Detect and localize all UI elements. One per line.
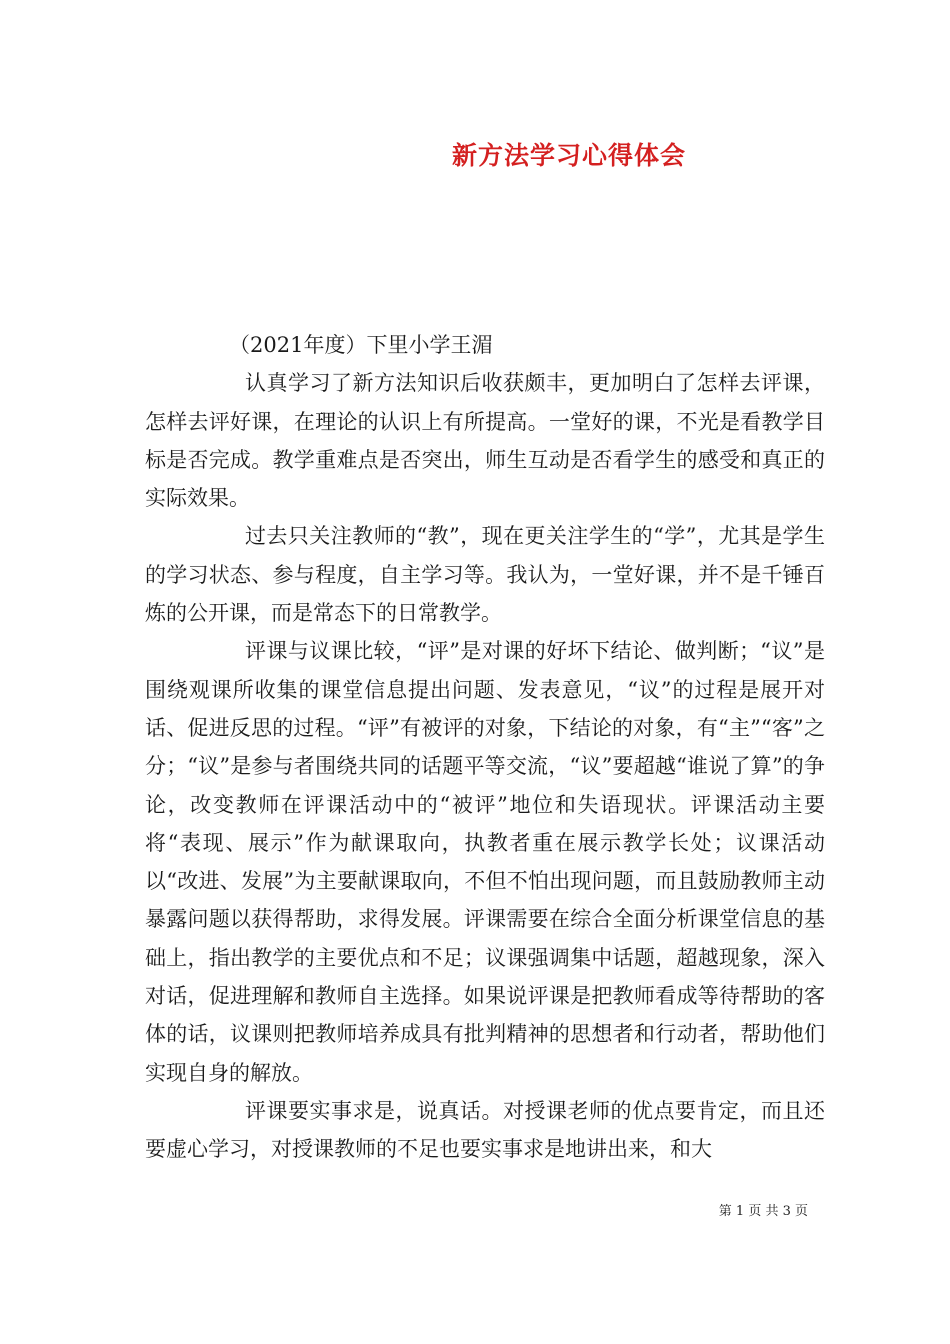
- document-body: [145, 326, 825, 1169]
- document-title: 新方法学习心得体会: [451, 141, 686, 170]
- paragraph-1: 认真学习了新方法知识后收获颇丰，更加明白了怎样去评课，怎样去评好课，在理论的认识上有所提高。一堂好的课，不光是看教学目标是否完成。教学重难点是否突出，师生互动是否看学生的感受和真正的实际效果。: [145, 371, 825, 511]
- paragraph-2: 过去只关注教师的“教”，现在更关注学生的“学”，尤其是学生的学习状态、参与程度，自主学习等。我认为，一堂好课，并不是千锤百炼的公开课，而是常态下的日常教学。: [145, 524, 825, 626]
- paragraph-3: 评课与议课比较，“评”是对课的好坏下结论、做判断；“议”是围绕观课所收集的课堂信息提出问题、发表意见，“议”的过程是展开对话、促进反思的过程。“评”有被评的对象，下结论的对象，有“主”“客”之分；“议”是参与者围绕共同的话题平等交流，“议”要超越“谁说了算”的争论，改变教师在评课活动中的“被评”地位和失语现状。评课活动主要将“表现、展示”作为献课取向，执教者重在展示教学长处；议课活动以“改进、发展”为主要献课取向，不但不怕出现问题，而且鼓励教师主动暴露问题以获得帮助，求得发展。评课需要在综合全面分析课堂信息的基础上，指出教学的主要优点和不足；议课强调集中话题，超越现象，深入对话，促进理解和教师自主选择。如果说评课是把教师看成等待帮助的客体的话，议课则把教师培养成具有批判精神的思想者和行动者，帮助他们实现自身的解放。: [145, 639, 825, 1085]
- paragraph-4: 评课要实事求是，说真话。对授课老师的优点要肯定，而且还要虚心学习，对授课教师的不足也要实事求是地讲出来，和大: [145, 1098, 825, 1162]
- page-number: 第 1 页 共 3 页: [718, 1204, 808, 1219]
- byline: （2021年度）下里小学王湄: [229, 333, 493, 357]
